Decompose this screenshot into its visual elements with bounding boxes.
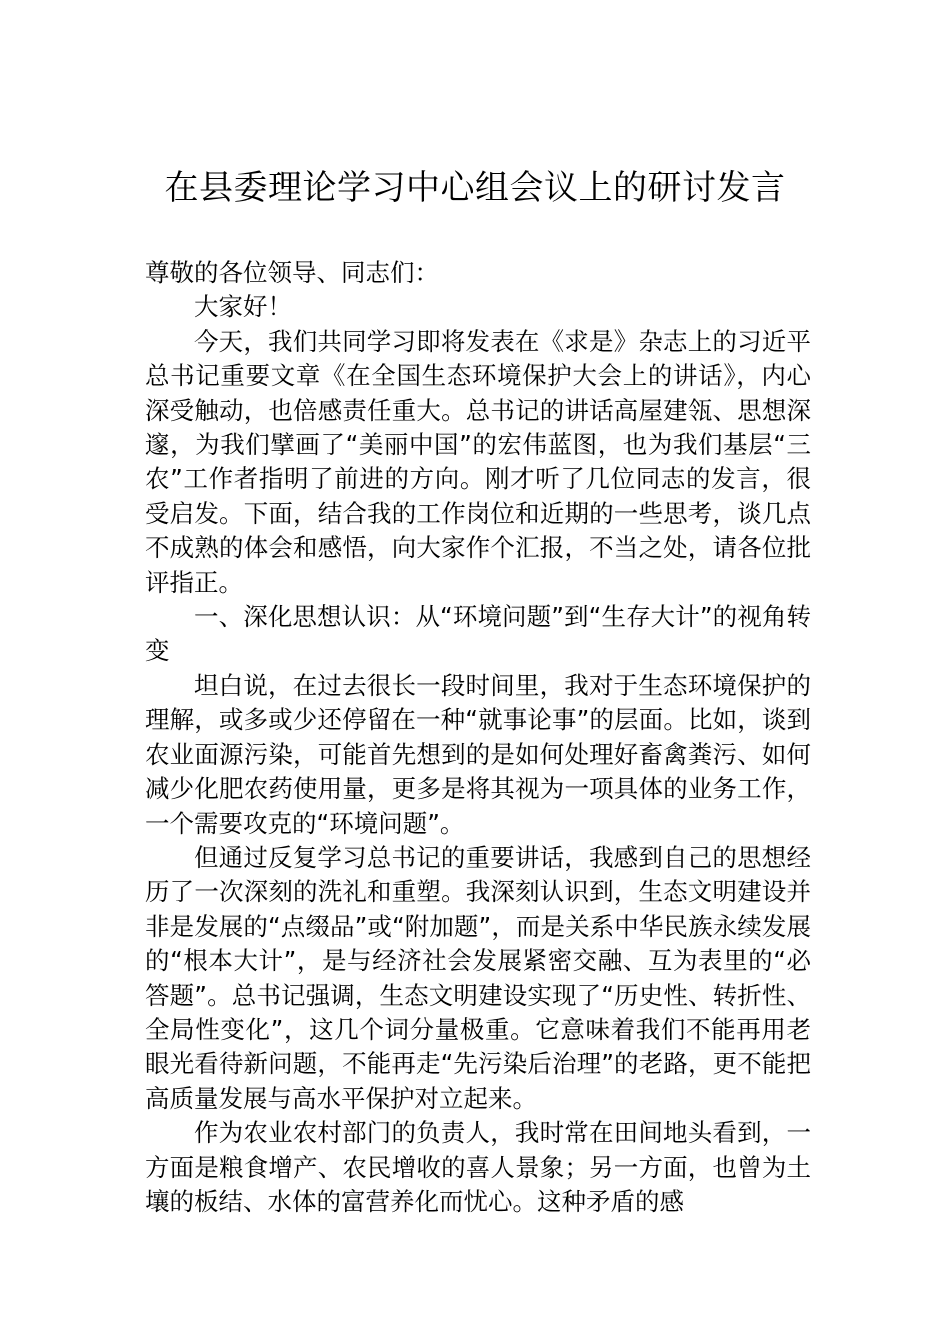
greeting-paragraph: 大家好！ [194, 292, 292, 322]
section-heading-1: 一、深化思想认识：从“环境问题”到“生存大计”的视角转变 [145, 602, 811, 666]
document-title: 在县委理论学习中心组会议上的研讨发言 [164, 168, 786, 208]
body-paragraph-1: 坦白说，在过去很长一段时间里，我对于生态环境保护的理解，或多或少还停留在一种“就事论事”的层面。比如，谈到农业面源污染，可能首先想到的是如何处理好畜禽粪污、如何减少化肥农药使用量，更多是将其视为一项具体的业务工作，一个需要攻克的“环境问题”。 [145, 670, 811, 838]
salutation: 尊敬的各位领导、同志们： [145, 258, 439, 287]
document-body [145, 256, 811, 1219]
body-paragraph-3: 作为农业农村部门的负责人，我时常在田间地头看到，一方面是粮食增产、农民增收的喜人景象；另一方面，也曾为土壤的板结、水体的富营养化而忧心。这种矛盾的感 [145, 1118, 811, 1216]
body-paragraph-2: 但通过反复学习总书记的重要讲话，我感到自己的思想经历了一次深刻的洗礼和重塑。我深刻认识到，生态文明建设并非是发展的“点缀品”或“附加题”，而是关系中华民族永续发展的“根本大计”，是与经济社会发展紧密交融、互为表里的“必答题”。总书记强调，生态文明建设实现了“历史性、转折性、全局性变化”，这几个词分量极重。它意味着我们不能再用老眼光看待新问题，不能再走“先污染后治理”的老路，更不能把高质量发展与高水平保护对立起来。 [145, 842, 811, 1113]
intro-paragraph: 今天，我们共同学习即将发表在《求是》杂志上的习近平总书记重要文章《在全国生态环境保护大会上的讲话》，内心深受触动，也倍感责任重大。总书记的讲话高屋建瓴、思想深邃，为我们擘画了“美丽中国”的宏伟蓝图，也为我们基层“三农”工作者指明了前进的方向。刚才听了几位同志的发言，很受启发。下面，结合我的工作岗位和近期的一些思考，谈几点不成熟的体会和感悟，向大家作个汇报，不当之处，请各位批评指正。 [145, 326, 811, 597]
